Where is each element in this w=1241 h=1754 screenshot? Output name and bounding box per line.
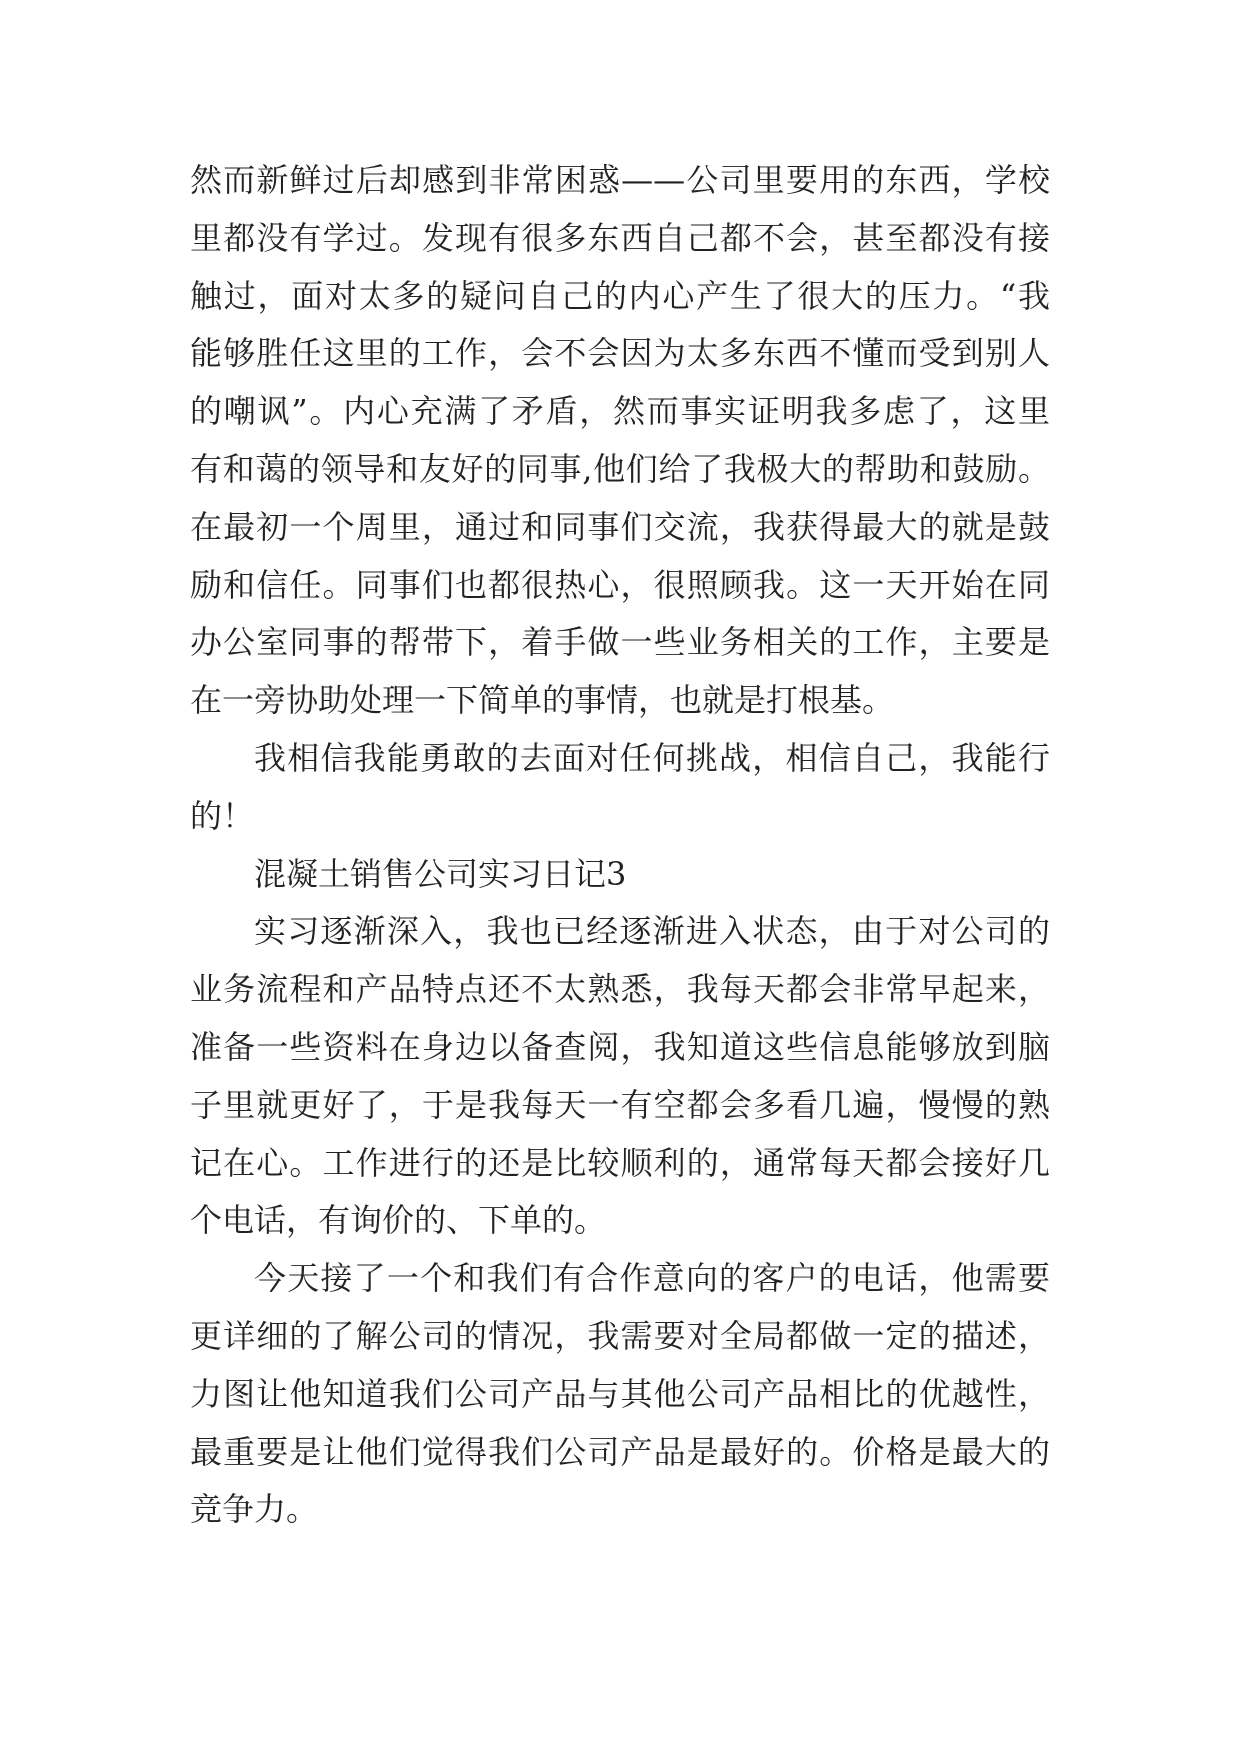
text-line: 记在心。工作进行的还是比较顺利的，通常每天都会接好几 [190, 1143, 1050, 1182]
text-line: 更详细的了解公司的情况，我需要对全局都做一定的描述， [190, 1316, 1050, 1355]
paragraph [190, 1250, 1050, 1539]
text-line: 实习逐渐深入，我也已经逐渐进入状态，由于对公司的 [254, 912, 1050, 951]
text-line: 准备一些资料在身边以备查阅，我知道这些信息能够放到脑 [190, 1027, 1050, 1066]
text-line: 有和蔼的领导和友好的同事,他们给了我极大的帮助和鼓励。 [190, 449, 1050, 488]
text-line: 里都没有学过。发现有很多东西自己都不会，甚至都没有接 [190, 218, 1050, 257]
text-line: 个电话，有询价的、下单的。 [190, 1201, 607, 1240]
paragraph [190, 903, 1050, 1250]
heading-text: 混凝土销售公司实习日记3 [254, 854, 627, 893]
text-line: 竞争力。 [190, 1490, 319, 1529]
text-line: 办公室同事的帮带下，着手做一些业务相关的工作，主要是 [190, 623, 1050, 662]
paragraph [190, 152, 1050, 730]
text-line: 子里就更好了，于是我每天一有空都会多看几遍，慢慢的熟 [190, 1085, 1050, 1124]
text-line: 业务流程和产品特点还不太熟悉，我每天都会非常早起来， [190, 970, 1050, 1009]
paragraph [190, 730, 1050, 846]
section-heading [190, 846, 1050, 904]
text-line: 在最初一个周里，通过和同事们交流，我获得最大的就是鼓 [190, 507, 1050, 546]
text-line: 我相信我能勇敢的去面对任何挑战，相信自己，我能行 [254, 738, 1050, 777]
text-line: 力图让他知道我们公司产品与其他公司产品相比的优越性， [190, 1374, 1050, 1413]
text-line: 能够胜任这里的工作，会不会因为太多东西不懂而受到别人 [190, 334, 1050, 373]
text-line: 的！ [190, 796, 255, 835]
text-line: 触过，面对太多的疑问自己的内心产生了很大的压力。“我 [190, 276, 1050, 315]
text-line: 的嘲讽”。内心充满了矛盾，然而事实证明我多虑了，这里 [190, 392, 1050, 431]
text-line: 在一旁协助处理一下简单的事情，也就是打根基。 [190, 681, 895, 720]
text-line: 励和信任。同事们也都很热心，很照顾我。这一天开始在同 [190, 565, 1050, 604]
document-body [190, 152, 1050, 1539]
text-line: 最重要是让他们觉得我们公司产品是最好的。价格是最大的 [190, 1432, 1050, 1471]
text-line: 今天接了一个和我们有合作意向的客户的电话，他需要 [254, 1259, 1050, 1298]
text-line: 然而新鲜过后却感到非常困惑——公司里要用的东西，学校 [190, 161, 1050, 199]
